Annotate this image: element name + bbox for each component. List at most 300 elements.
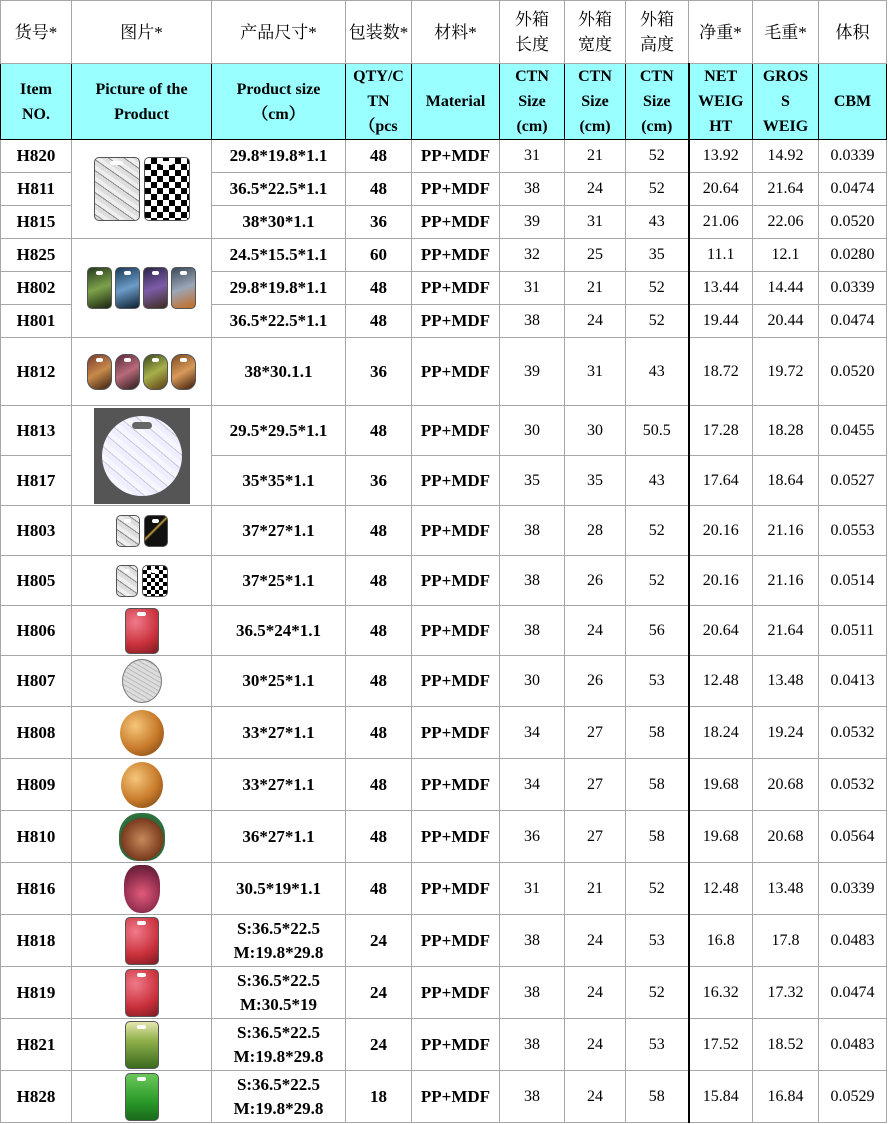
ctn-width-cell: 24: [565, 915, 626, 967]
item-number-cell: H802: [1, 272, 72, 305]
product-size-small: S:36.5*22.5: [236, 1022, 321, 1042]
material-cell: PP+MDF: [412, 272, 500, 305]
green-packaged-board-set-icon: [125, 1073, 159, 1121]
item-number-cell: H818: [1, 915, 72, 967]
product-size-cell: 29.5*29.5*1.1: [212, 406, 346, 456]
header-material: Material: [412, 64, 500, 140]
product-size-cell: 33*27*1.1: [212, 759, 346, 811]
gross-weight-cell: 21.16: [753, 556, 819, 606]
item-number-cell: H819: [1, 967, 72, 1019]
material-cell: PP+MDF: [412, 556, 500, 606]
cbm-cell: 0.0529: [819, 1071, 887, 1123]
product-size-cell: 33*27*1.1: [212, 707, 346, 759]
ctn-length-cell: 38: [500, 915, 565, 967]
product-picture-cell: [72, 811, 212, 863]
product-picture-cell: [72, 1019, 212, 1071]
product-size-cell: 37*27*1.1: [212, 506, 346, 556]
ctn-height-cell: 53: [626, 656, 689, 707]
gross-weight-cell: 14.44: [753, 272, 819, 305]
header-ctn-height: CTN Size (cm): [626, 64, 689, 140]
ctn-width-cell: 24: [565, 305, 626, 338]
header-cn-ctn-width: 外箱 宽度: [565, 1, 626, 64]
net-weight-cell: 17.28: [689, 406, 753, 456]
table-row: [1, 140, 887, 173]
ctn-length-cell: 38: [500, 1019, 565, 1071]
item-number-cell: H820: [1, 140, 72, 173]
header-size: Product size （cm）: [212, 64, 346, 140]
qty-cell: 48: [346, 305, 412, 338]
gross-weight-cell: 18.28: [753, 406, 819, 456]
product-size-cell: 36.5*22.5*1.1: [212, 173, 346, 206]
table-row: [1, 915, 887, 967]
material-cell: PP+MDF: [412, 967, 500, 1019]
round-marble-board-icon: [94, 408, 190, 504]
table-row: [1, 1071, 887, 1123]
material-cell: PP+MDF: [412, 707, 500, 759]
grey-oval-board-icon: [122, 659, 162, 703]
qty-cell: 18: [346, 1071, 412, 1123]
ctn-length-cell: 39: [500, 338, 565, 406]
material-cell: PP+MDF: [412, 173, 500, 206]
product-picture-cell: [72, 606, 212, 656]
gross-weight-cell: 21.64: [753, 606, 819, 656]
net-weight-cell: 18.72: [689, 338, 753, 406]
ctn-width-cell: 25: [565, 239, 626, 272]
cbm-cell: 0.0483: [819, 1019, 887, 1071]
ctn-length-cell: 34: [500, 759, 565, 811]
qty-cell: 36: [346, 456, 412, 506]
ctn-height-cell: 58: [626, 707, 689, 759]
grape-photo-board-icon: [143, 267, 168, 309]
ctn-height-cell: 52: [626, 506, 689, 556]
ctn-height-cell: 52: [626, 967, 689, 1019]
ctn-length-cell: 34: [500, 707, 565, 759]
header-cn-gross: 毛重*: [753, 1, 819, 64]
bread-board-icon: [121, 762, 163, 808]
material-cell: PP+MDF: [412, 338, 500, 406]
header-item: Item NO.: [1, 64, 72, 140]
qty-cell: 48: [346, 506, 412, 556]
product-picture-cell: [72, 140, 212, 239]
ctn-height-cell: 43: [626, 206, 689, 239]
cbm-cell: 0.0280: [819, 239, 887, 272]
product-size-cell: 36*27*1.1: [212, 811, 346, 863]
item-number-cell: H809: [1, 759, 72, 811]
material-cell: PP+MDF: [412, 305, 500, 338]
ctn-width-cell: 21: [565, 272, 626, 305]
product-picture-cell: [72, 915, 212, 967]
header-cn-qty: 包装数*: [346, 1, 412, 64]
product-size-medium: M:19.8*29.8: [233, 1098, 324, 1118]
header-cn-ctn-length: 外箱 长度: [500, 1, 565, 64]
product-size-cell: 38*30*1.1: [212, 206, 346, 239]
net-weight-cell: 16.8: [689, 915, 753, 967]
table-row: [1, 506, 887, 556]
product-size-small: S:36.5*22.5: [236, 1074, 321, 1094]
item-number-cell: H805: [1, 556, 72, 606]
table-row: [1, 759, 887, 811]
material-cell: PP+MDF: [412, 206, 500, 239]
qty-cell: 48: [346, 656, 412, 707]
ctn-width-cell: 27: [565, 707, 626, 759]
material-cell: PP+MDF: [412, 406, 500, 456]
qty-cell: 48: [346, 811, 412, 863]
cbm-cell: 0.0413: [819, 656, 887, 707]
header-cn-net: 净重*: [689, 1, 753, 64]
cbm-cell: 0.0339: [819, 272, 887, 305]
table-row: [1, 811, 887, 863]
net-weight-cell: 19.44: [689, 305, 753, 338]
table-row: [1, 406, 887, 456]
ctn-length-cell: 38: [500, 305, 565, 338]
item-number-cell: H828: [1, 1071, 72, 1123]
strawberry-board-icon: [125, 608, 159, 654]
cbm-cell: 0.0455: [819, 406, 887, 456]
product-picture-cell: [72, 759, 212, 811]
ctn-width-cell: 26: [565, 656, 626, 707]
ctn-length-cell: 30: [500, 406, 565, 456]
gross-weight-cell: 20.68: [753, 811, 819, 863]
product-size-medium: M:19.8*29.8: [233, 942, 324, 962]
material-cell: PP+MDF: [412, 1019, 500, 1071]
net-weight-cell: 15.84: [689, 1071, 753, 1123]
gross-weight-cell: 18.52: [753, 1019, 819, 1071]
white-marble-board-icon: [116, 515, 140, 547]
gross-weight-cell: 19.72: [753, 338, 819, 406]
marble-board-icon: [94, 157, 140, 221]
food-photo-board-icon: [171, 267, 196, 309]
ctn-width-cell: 27: [565, 811, 626, 863]
net-weight-cell: 12.48: [689, 863, 753, 915]
item-number-cell: H815: [1, 206, 72, 239]
gold-marble-board-icon: [116, 565, 138, 597]
cbm-cell: 0.0520: [819, 338, 887, 406]
ctn-width-cell: 28: [565, 506, 626, 556]
ctn-width-cell: 21: [565, 140, 626, 173]
checker-board-icon: [144, 157, 190, 221]
product-size-cell: [212, 1071, 346, 1123]
header-cn-item: 货号*: [1, 1, 72, 64]
cbm-cell: 0.0532: [819, 707, 887, 759]
net-weight-cell: 20.64: [689, 173, 753, 206]
item-number-cell: H806: [1, 606, 72, 656]
header-ctn-width: CTN Size (cm): [565, 64, 626, 140]
product-picture-cell: [72, 406, 212, 506]
product-size-cell: [212, 1019, 346, 1071]
net-weight-cell: 19.68: [689, 811, 753, 863]
table-row: [1, 863, 887, 915]
pear-shape-board-icon: [124, 865, 160, 913]
ctn-width-cell: 27: [565, 759, 626, 811]
material-cell: PP+MDF: [412, 811, 500, 863]
gross-weight-cell: 16.84: [753, 1071, 819, 1123]
strawberry-board-set-icon: [125, 917, 159, 965]
ctn-length-cell: 36: [500, 811, 565, 863]
ctn-height-cell: 56: [626, 606, 689, 656]
item-number-cell: H812: [1, 338, 72, 406]
cbm-cell: 0.0511: [819, 606, 887, 656]
net-weight-cell: 17.52: [689, 1019, 753, 1071]
vegetable-board-icon: [143, 354, 168, 390]
qty-cell: 48: [346, 863, 412, 915]
ctn-width-cell: 31: [565, 338, 626, 406]
header-gross-weight: GROS S WEIG: [753, 64, 819, 140]
material-cell: PP+MDF: [412, 239, 500, 272]
potato-board-icon: [120, 710, 164, 756]
gross-weight-cell: 13.48: [753, 656, 819, 707]
cbm-cell: 0.0564: [819, 811, 887, 863]
product-picture-cell: [72, 656, 212, 707]
net-weight-cell: 20.64: [689, 606, 753, 656]
product-picture-cell: [72, 967, 212, 1019]
ctn-length-cell: 35: [500, 456, 565, 506]
cbm-cell: 0.0483: [819, 915, 887, 967]
black-gold-marble-board-icon: [144, 515, 168, 547]
ctn-length-cell: 38: [500, 173, 565, 206]
ctn-length-cell: 31: [500, 863, 565, 915]
table-row: [1, 967, 887, 1019]
ctn-length-cell: 31: [500, 140, 565, 173]
ctn-height-cell: 35: [626, 239, 689, 272]
table-row: [1, 656, 887, 707]
header-cbm: CBM: [819, 64, 887, 140]
ctn-height-cell: 58: [626, 1071, 689, 1123]
net-weight-cell: 19.68: [689, 759, 753, 811]
product-size-cell: [212, 915, 346, 967]
ctn-height-cell: 50.5: [626, 406, 689, 456]
gross-weight-cell: 17.8: [753, 915, 819, 967]
header-picture: Picture of the Product: [72, 64, 212, 140]
header-cn-size: 产品尺寸*: [212, 1, 346, 64]
ctn-length-cell: 39: [500, 206, 565, 239]
ctn-width-cell: 24: [565, 967, 626, 1019]
strawberry-board-set-icon: [125, 969, 159, 1017]
qty-cell: 36: [346, 338, 412, 406]
blue-photo-board-icon: [115, 267, 140, 309]
product-size-small: S:36.5*22.5: [236, 918, 321, 938]
product-size-cell: 38*30.1.1: [212, 338, 346, 406]
item-number-cell: H807: [1, 656, 72, 707]
gross-weight-cell: 20.68: [753, 759, 819, 811]
table-row: [1, 1019, 887, 1071]
qty-cell: 48: [346, 556, 412, 606]
ctn-width-cell: 35: [565, 456, 626, 506]
table-row: [1, 707, 887, 759]
vegetable-board-icon: [115, 354, 140, 390]
product-picture-cell: [72, 338, 212, 406]
item-number-cell: H817: [1, 456, 72, 506]
gross-weight-cell: 14.92: [753, 140, 819, 173]
item-number-cell: H810: [1, 811, 72, 863]
net-weight-cell: 13.92: [689, 140, 753, 173]
product-picture-cell: [72, 863, 212, 915]
ctn-height-cell: 43: [626, 338, 689, 406]
product-size-cell: [212, 967, 346, 1019]
material-cell: PP+MDF: [412, 656, 500, 707]
item-number-cell: H816: [1, 863, 72, 915]
cbm-cell: 0.0553: [819, 506, 887, 556]
product-picture-cell: [72, 707, 212, 759]
net-weight-cell: 21.06: [689, 206, 753, 239]
product-size-cell: 36.5*24*1.1: [212, 606, 346, 656]
qty-cell: 48: [346, 272, 412, 305]
table-body: [1, 140, 887, 1123]
table-row: [1, 338, 887, 406]
header-cn-cbm: 体积: [819, 1, 887, 64]
cbm-cell: 0.0532: [819, 759, 887, 811]
material-cell: PP+MDF: [412, 506, 500, 556]
leaf-photo-board-icon: [87, 267, 112, 309]
net-weight-cell: 18.24: [689, 707, 753, 759]
product-size-medium: M:30.5*19: [240, 994, 317, 1014]
qty-cell: 24: [346, 1019, 412, 1071]
table-row: [1, 606, 887, 656]
vegetable-board-icon: [87, 354, 112, 390]
material-cell: PP+MDF: [412, 863, 500, 915]
gross-weight-cell: 21.64: [753, 173, 819, 206]
ctn-width-cell: 24: [565, 1019, 626, 1071]
gross-weight-cell: 17.32: [753, 967, 819, 1019]
product-picture-cell: [72, 556, 212, 606]
english-header-row: [1, 64, 887, 140]
header-net-weight: NET WEIG HT: [689, 64, 753, 140]
chinese-header-row: [1, 1, 887, 64]
qty-cell: 48: [346, 173, 412, 206]
product-size-cell: 29.8*19.8*1.1: [212, 272, 346, 305]
qty-cell: 60: [346, 239, 412, 272]
gross-weight-cell: 21.16: [753, 506, 819, 556]
item-number-cell: H803: [1, 506, 72, 556]
ctn-width-cell: 26: [565, 556, 626, 606]
ctn-width-cell: 30: [565, 406, 626, 456]
ctn-length-cell: 31: [500, 272, 565, 305]
ctn-height-cell: 52: [626, 140, 689, 173]
material-cell: PP+MDF: [412, 606, 500, 656]
ctn-height-cell: 43: [626, 456, 689, 506]
item-number-cell: H813: [1, 406, 72, 456]
product-size-medium: M:19.8*29.8: [233, 1046, 324, 1066]
ctn-height-cell: 53: [626, 915, 689, 967]
qty-cell: 48: [346, 406, 412, 456]
product-size-cell: 30*25*1.1: [212, 656, 346, 707]
table-row: [1, 556, 887, 606]
gross-weight-cell: 20.44: [753, 305, 819, 338]
product-size-cell: 30.5*19*1.1: [212, 863, 346, 915]
material-cell: PP+MDF: [412, 915, 500, 967]
cbm-cell: 0.0527: [819, 456, 887, 506]
product-size-cell: 24.5*15.5*1.1: [212, 239, 346, 272]
net-weight-cell: 13.44: [689, 272, 753, 305]
item-number-cell: H808: [1, 707, 72, 759]
apple-shape-board-icon: [119, 813, 165, 861]
cbm-cell: 0.0339: [819, 140, 887, 173]
product-size-cell: 37*25*1.1: [212, 556, 346, 606]
ctn-height-cell: 52: [626, 556, 689, 606]
qty-cell: 24: [346, 967, 412, 1019]
net-weight-cell: 17.64: [689, 456, 753, 506]
material-cell: PP+MDF: [412, 456, 500, 506]
net-weight-cell: 20.16: [689, 506, 753, 556]
packaged-board-set-icon: [125, 1021, 159, 1069]
gross-weight-cell: 22.06: [753, 206, 819, 239]
item-number-cell: H825: [1, 239, 72, 272]
gross-weight-cell: 19.24: [753, 707, 819, 759]
net-weight-cell: 12.48: [689, 656, 753, 707]
header-cn-picture: 图片*: [72, 1, 212, 64]
table-row: [1, 239, 887, 272]
ctn-length-cell: 32: [500, 239, 565, 272]
qty-cell: 48: [346, 707, 412, 759]
qty-cell: 36: [346, 206, 412, 239]
ctn-height-cell: 52: [626, 272, 689, 305]
product-size-cell: 35*35*1.1: [212, 456, 346, 506]
header-cn-material: 材料*: [412, 1, 500, 64]
checker-board-icon: [142, 565, 168, 597]
ctn-height-cell: 52: [626, 305, 689, 338]
ctn-height-cell: 58: [626, 811, 689, 863]
ctn-width-cell: 24: [565, 606, 626, 656]
net-weight-cell: 20.16: [689, 556, 753, 606]
header-cn-ctn-height: 外箱 高度: [626, 1, 689, 64]
cbm-cell: 0.0514: [819, 556, 887, 606]
material-cell: PP+MDF: [412, 1071, 500, 1123]
gross-weight-cell: 18.64: [753, 456, 819, 506]
ctn-length-cell: 38: [500, 967, 565, 1019]
qty-cell: 48: [346, 606, 412, 656]
cbm-cell: 0.0339: [819, 863, 887, 915]
item-number-cell: H801: [1, 305, 72, 338]
net-weight-cell: 16.32: [689, 967, 753, 1019]
cbm-cell: 0.0474: [819, 173, 887, 206]
product-size-cell: 36.5*22.5*1.1: [212, 305, 346, 338]
ctn-width-cell: 21: [565, 863, 626, 915]
material-cell: PP+MDF: [412, 140, 500, 173]
gross-weight-cell: 13.48: [753, 863, 819, 915]
net-weight-cell: 11.1: [689, 239, 753, 272]
product-picture-cell: [72, 506, 212, 556]
ctn-length-cell: 38: [500, 506, 565, 556]
material-cell: PP+MDF: [412, 759, 500, 811]
qty-cell: 24: [346, 915, 412, 967]
product-picture-cell: [72, 239, 212, 338]
product-size-cell: 29.8*19.8*1.1: [212, 140, 346, 173]
ctn-length-cell: 38: [500, 1071, 565, 1123]
cbm-cell: 0.0474: [819, 305, 887, 338]
ctn-length-cell: 38: [500, 606, 565, 656]
gross-weight-cell: 12.1: [753, 239, 819, 272]
item-number-cell: H811: [1, 173, 72, 206]
cbm-cell: 0.0474: [819, 967, 887, 1019]
header-qty: QTY/C TN （pcs: [346, 64, 412, 140]
vegetable-board-icon: [171, 354, 196, 390]
qty-cell: 48: [346, 140, 412, 173]
product-size-small: S:36.5*22.5: [236, 970, 321, 990]
ctn-height-cell: 52: [626, 173, 689, 206]
ctn-height-cell: 58: [626, 759, 689, 811]
ctn-height-cell: 53: [626, 1019, 689, 1071]
ctn-width-cell: 24: [565, 1071, 626, 1123]
ctn-width-cell: 31: [565, 206, 626, 239]
qty-cell: 48: [346, 759, 412, 811]
ctn-width-cell: 24: [565, 173, 626, 206]
cbm-cell: 0.0520: [819, 206, 887, 239]
ctn-height-cell: 52: [626, 863, 689, 915]
header-ctn-length: CTN Size (cm): [500, 64, 565, 140]
ctn-length-cell: 38: [500, 556, 565, 606]
ctn-length-cell: 30: [500, 656, 565, 707]
item-number-cell: H821: [1, 1019, 72, 1071]
product-picture-cell: [72, 1071, 212, 1123]
